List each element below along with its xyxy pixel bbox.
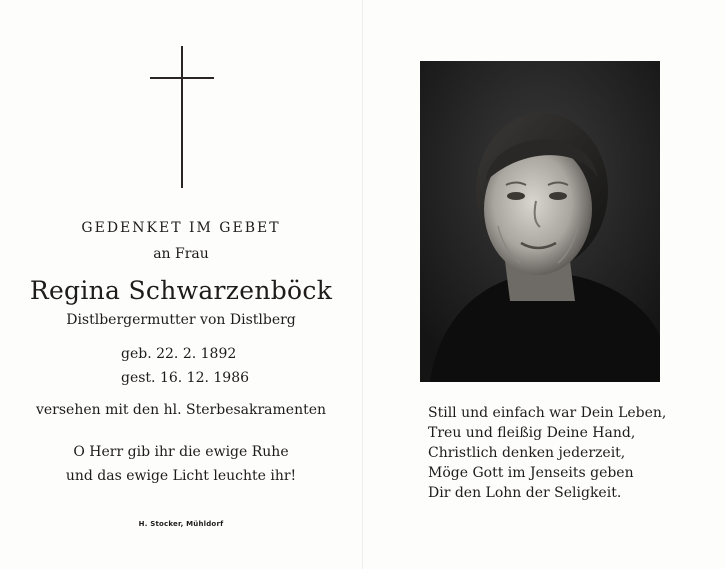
heading: GEDENKET IM GEBET (81, 220, 281, 236)
cross-icon (150, 46, 214, 188)
verse-line: Treu und fleißig Deine Hand, (428, 425, 636, 441)
deceased-name: Regina Schwarzenböck (29, 276, 333, 305)
portrait-photo (420, 61, 660, 382)
verse-line: Christlich denken jederzeit, (428, 445, 626, 461)
death-date: gest. 16. 12. 1986 (121, 370, 250, 386)
birth-date: geb. 22. 2. 1892 (121, 346, 237, 362)
prayer-line: und das ewige Licht leuchte ihr! (65, 468, 297, 484)
memorial-verse (428, 403, 718, 503)
printer-credit: H. Stocker, Mühldorf (138, 520, 224, 528)
verse-line: Möge Gott im Jenseits geben (428, 465, 634, 481)
verse-line: Dir den Lohn der Seligkeit. (428, 485, 622, 501)
verse-line: Still und einfach war Dein Leben, (428, 405, 667, 421)
deceased-title: Distlbergermutter von Distlberg (66, 312, 296, 328)
sacrament-note: versehen mit den hl. Sterbesakramenten (35, 402, 327, 418)
center-fold (362, 0, 363, 569)
salutation: an Frau (153, 246, 209, 262)
prayer-line: O Herr gib ihr die ewige Ruhe (73, 444, 289, 460)
